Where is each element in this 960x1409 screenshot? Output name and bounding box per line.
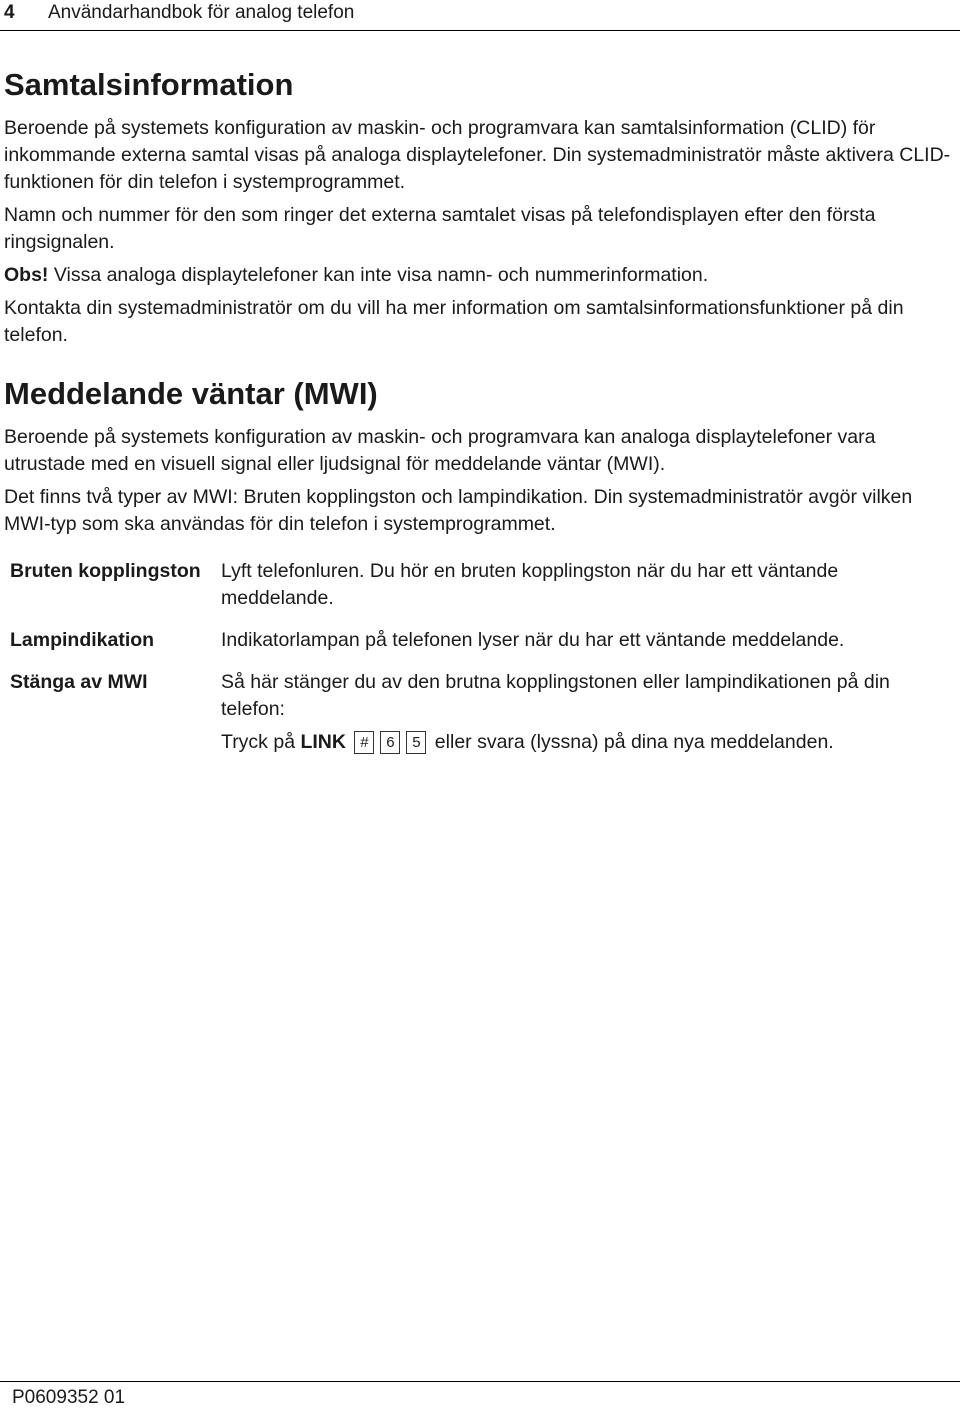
- description: Lyft telefonluren. Du hör en bruten kopplingston när du har ett väntande meddelande.: [221, 559, 839, 609]
- note-label: Obs!: [4, 263, 49, 286]
- page-number: 4: [4, 2, 15, 23]
- term: Bruten kopplingston: [10, 559, 201, 582]
- link-key-label: LINK: [300, 730, 346, 753]
- note: [4, 262, 954, 289]
- paragraph: Kontakta din systemadministratör om du vill ha mer information om samtalsinformationsfunktioner på din telefon.: [4, 296, 904, 346]
- paragraph: Det finns två typer av MWI: Bruten kopplingston och lampindikation. Din systemadministratör avgör vilken MWI-typ som ska användas för din telefon i systemprogrammet.: [4, 485, 913, 535]
- five-key-icon: 5: [406, 731, 426, 754]
- instruction-suffix: eller svara (lyssna) på dina nya meddelanden.: [429, 730, 834, 753]
- term: Stänga av MWI: [10, 670, 148, 693]
- paragraph: Beroende på systemets konfiguration av maskin- och programvara kan analoga displaytelefoner vara utrustade med en visuell signal eller ljudsignal för meddelande väntar (MWI).: [4, 425, 876, 475]
- running-title: Användarhandbok för analog telefon: [48, 2, 355, 23]
- paragraph: Beroende på systemets konfiguration av maskin- och programvara kan samtalsinformation (CLID) för inkommande externa samtal visas på analoga displaytelefoner. Din systemadministratör måste aktivera CLID-funktionen för din telefon i systemprogrammet.: [4, 116, 951, 193]
- page-header: [0, 0, 960, 31]
- instruction-prefix: Tryck på: [221, 730, 301, 753]
- section-title-clid: Samtalsinformation: [4, 67, 294, 102]
- hash-key-icon: #: [354, 731, 374, 754]
- page-footer: [0, 1381, 960, 1408]
- instruction: [221, 729, 954, 756]
- section-title-mwi: Meddelande väntar (MWI): [4, 375, 378, 411]
- note-text: Vissa analoga displaytelefoner kan inte visa namn- och nummerinformation.: [48, 263, 709, 286]
- document-id: P0609352 01: [12, 1387, 126, 1408]
- mwi-definition-table: [4, 558, 954, 771]
- page-content: [4, 66, 954, 771]
- term: Lampindikation: [10, 628, 155, 651]
- table-row: [4, 627, 954, 669]
- description-cell: [215, 669, 954, 771]
- table-row: [4, 558, 954, 627]
- paragraph: Namn och nummer för den som ringer det externa samtalet visas på telefondisplayen efter den första ringsignalen.: [4, 203, 876, 253]
- description: Indikatorlampan på telefonen lyser när du har ett väntande meddelande.: [221, 628, 845, 651]
- six-key-icon: 6: [380, 731, 400, 754]
- table-row: [4, 669, 954, 771]
- description: Så här stänger du av den brutna kopplingstonen eller lampindikationen på din telefon:: [221, 670, 890, 720]
